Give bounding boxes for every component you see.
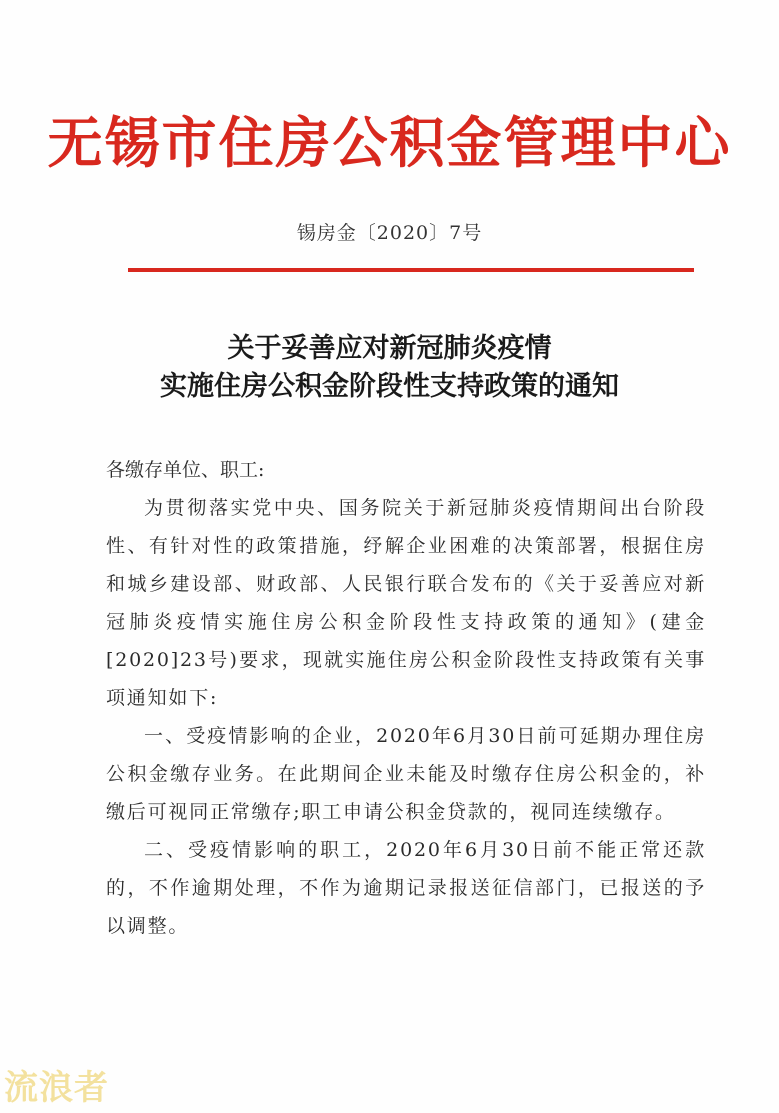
- watermark: 流浪者: [4, 1068, 109, 1108]
- paragraph-intro: 为贯彻落实党中央、国务院关于新冠肺炎疫情期间出台阶段性、有针对性的政策措施，纾解企业困难的决策部署，根据住房和城乡建设部、财政部、人民银行联合发布的《关于妥善应对新冠肺炎疫情实施住房公积金阶段性支持政策的通知》(建金[2020]23号)要求，现就实施住房公积金阶段性支持政策有关事项通知如下:: [106, 497, 706, 709]
- salutation: 各缴存单位、职工:: [106, 459, 265, 481]
- notice-title: [0, 330, 779, 406]
- notice-title-line-1: 关于妥善应对新冠肺炎疫情: [227, 333, 552, 364]
- document-number: 锡房金〔2020〕7号: [296, 222, 483, 244]
- paragraph-item-1: 一、受疫情影响的企业，2020年6月30日前可延期办理住房公积金缴存业务。在此期间企业未能及时缴存住房公积金的，补缴后可视同正常缴存;职工申请公积金贷款的，视同连续缴存。: [106, 725, 706, 823]
- notice-body: [106, 451, 706, 945]
- paragraph-item-2: 二、受疫情影响的职工，2020年6月30日前不能正常还款的，不作逾期处理，不作为逾期记录报送征信部门，已报送的予以调整。: [106, 839, 706, 937]
- organization-header: 无锡市住房公积金管理中心: [47, 110, 732, 175]
- notice-title-line-2: 实施住房公积金阶段性支持政策的通知: [160, 371, 619, 402]
- red-divider-line: [128, 268, 694, 272]
